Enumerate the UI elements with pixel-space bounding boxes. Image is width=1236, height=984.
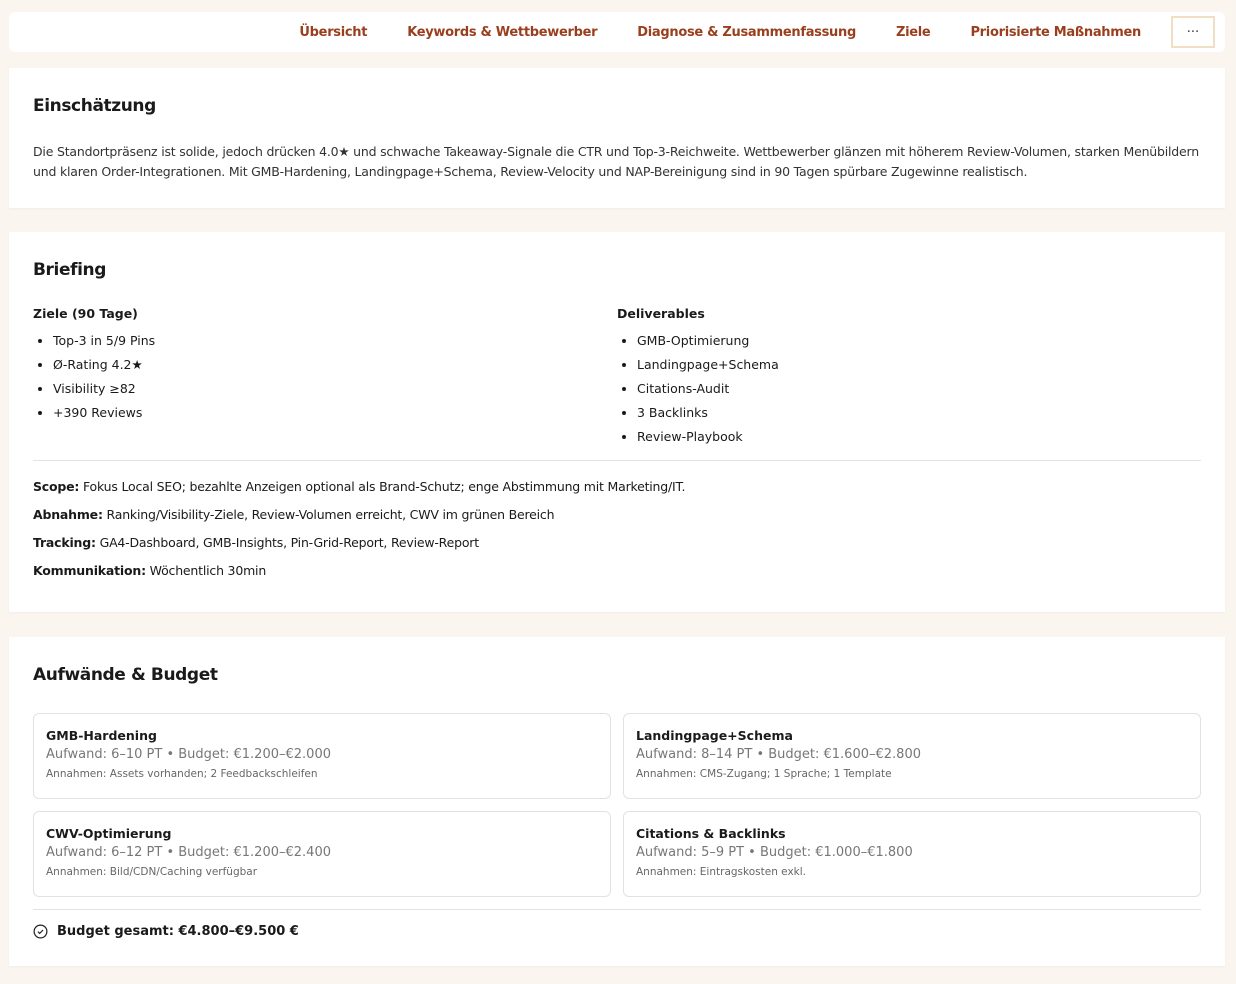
- divider: [33, 460, 1201, 461]
- communication-line: Kommunikation: Wöchentlich 30min: [33, 563, 267, 578]
- top-nav: [9, 12, 1225, 52]
- goal-item: • Top-3 in 5/9 Pins: [53, 329, 617, 353]
- deliverable-item: • Review-Playbook: [637, 425, 1201, 449]
- assessment-title: Einschätzung: [33, 96, 156, 116]
- budget-card: [9, 637, 1225, 966]
- goals-section: [33, 306, 617, 449]
- tab-uebersicht[interactable]: Übersicht: [299, 24, 368, 40]
- deliverables-title: Deliverables: [617, 306, 705, 321]
- tab-diagnose[interactable]: Diagnose & Zusammenfassung: [637, 24, 856, 40]
- briefing-card: [9, 232, 1225, 612]
- tab-keywords[interactable]: Keywords & Wettbewerber: [407, 24, 598, 40]
- scope-line: Scope: Fokus Local SEO; bezahlte Anzeigen optional als Brand-Schutz; enge Abstimmung mit Marketing/IT.: [33, 479, 686, 494]
- check-circle-icon: [33, 924, 48, 939]
- goal-item: • +390 Reviews: [53, 401, 617, 425]
- deliverables-section: [617, 306, 1201, 449]
- briefing-title: Briefing: [33, 260, 106, 280]
- more-button[interactable]: ···: [1171, 16, 1215, 48]
- divider: [33, 909, 1201, 910]
- budget-item: Citations & Backlinks Aufwand: 5–9 PT • Budget: €1.000–€1.800 Annahmen: Eintragskosten exkl.: [623, 811, 1201, 897]
- budget-total: Budget gesamt: €4.800–€9.500 €: [33, 924, 1201, 939]
- goal-item: • Ø-Rating 4.2★: [53, 353, 617, 377]
- tracking-line: Tracking: GA4-Dashboard, GMB-Insights, Pin-Grid-Report, Review-Report: [33, 535, 479, 550]
- assessment-text: Die Standortpräsenz ist solide, jedoch drücken 4.0★ und schwache Takeaway-Signale die CTR und Top-3-Reichweite. Wettbewerber glänzen mit höherem Review-Volumen, starken Menübildern und klaren Order-Integrationen. Mit GMB-Hardening, Landingpage+Schema, Review-Velocity und NAP-Bereinigung sind in 90 Tagen spürbare Zugewinne realistisch.: [33, 144, 1199, 179]
- deliverable-item: • GMB-Optimierung: [637, 329, 1201, 353]
- goal-item: • Visibility ≥82: [53, 377, 617, 401]
- deliverable-item: • 3 Backlinks: [637, 401, 1201, 425]
- budget-item: CWV-Optimierung Aufwand: 6–12 PT • Budget: €1.200–€2.400 Annahmen: Bild/CDN/Caching verfügbar: [33, 811, 611, 897]
- budget-item: Landingpage+Schema Aufwand: 8–14 PT • Budget: €1.600–€2.800 Annahmen: CMS-Zugang; 1 Sprache; 1 Template: [623, 713, 1201, 799]
- tab-ziele[interactable]: Ziele: [895, 24, 931, 40]
- budget-title: Aufwände & Budget: [33, 665, 218, 685]
- deliverable-item: • Citations-Audit: [637, 377, 1201, 401]
- deliverable-item: • Landingpage+Schema: [637, 353, 1201, 377]
- assessment-card: [9, 68, 1225, 208]
- tab-massnahmen[interactable]: Priorisierte Maßnahmen: [970, 24, 1141, 40]
- budget-item: GMB-Hardening Aufwand: 6–10 PT • Budget: €1.200–€2.000 Annahmen: Assets vorhanden; 2 Feedbackschleifen: [33, 713, 611, 799]
- goals-title: Ziele (90 Tage): [33, 306, 138, 321]
- acceptance-line: Abnahme: Ranking/Visibility-Ziele, Review-Volumen erreicht, CWV im grünen Bereich: [33, 507, 555, 522]
